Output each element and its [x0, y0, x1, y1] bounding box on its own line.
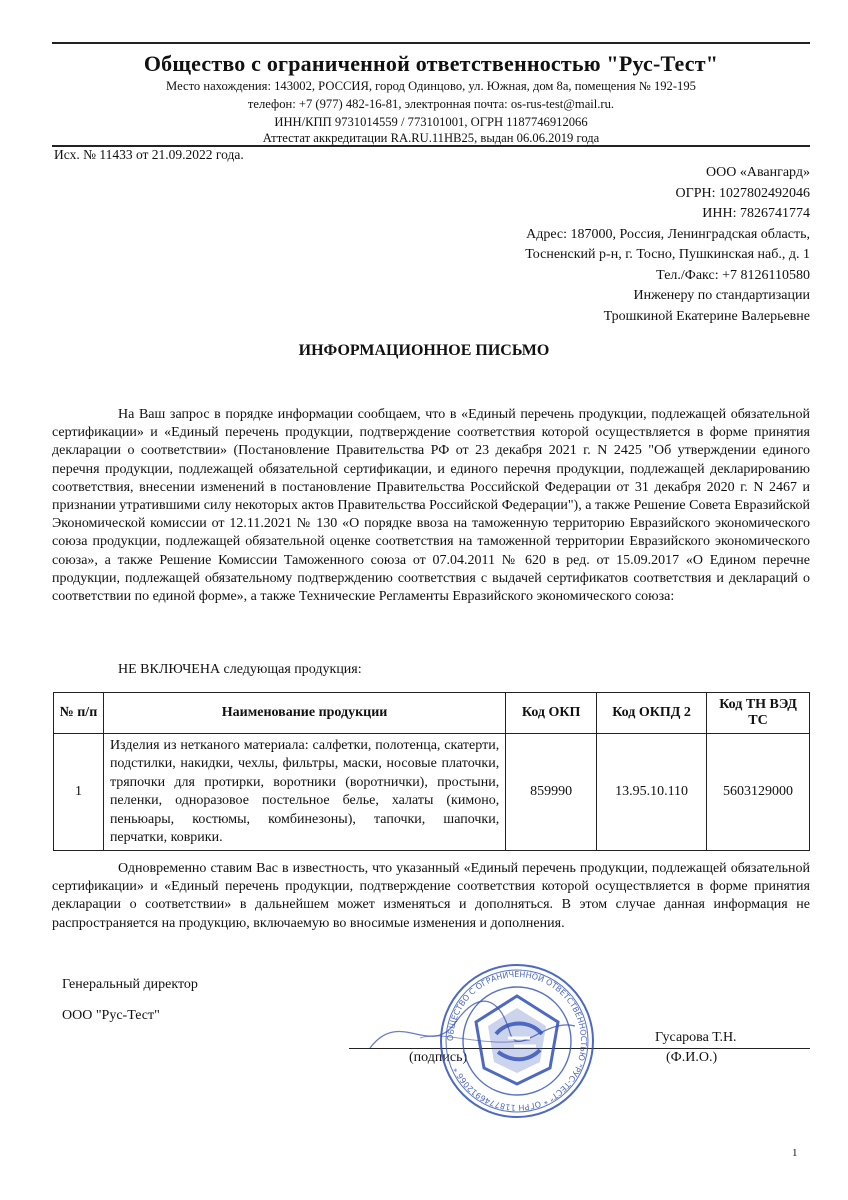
company-registration: ИНН/КПП 9731014559 / 773101001, ОГРН 1187746912066 — [274, 115, 588, 129]
col-header-okp: Код ОКП — [506, 693, 597, 734]
addressee-phone: Тел./Факс: +7 8126110580 — [656, 267, 810, 283]
signatory-name: Гусарова Т.Н. — [655, 1030, 737, 1045]
cell-okp: 859990 — [506, 734, 597, 851]
svg-text:ОБЩЕСТВО С ОГРАНИЧЕННОЙ ОТВЕТС: ОБЩЕСТВО С ОГРАНИЧЕННОЙ ОТВЕТСТВЕННОСТЬЮ "РУС-ТЕСТ" * ОГРН 1187746912066 * — [445, 969, 589, 1113]
signature-caption: (подпись) — [409, 1050, 468, 1065]
addressee-block — [525, 163, 810, 327]
cell-okpd2: 13.95.10.110 — [597, 734, 707, 851]
signatory-organization: ООО "Рус-Тест" — [62, 1008, 160, 1023]
header-top-rule — [52, 42, 810, 44]
letter-paragraph-main: На Ваш запрос в порядке информации сообщаем, что в «Единый перечень продукции, подлежащей обязательной сертификации» и «Единый перечень продукции, подтверждение соответствия которой осуществляется в форме принятия декларации о соответствии» (Постановление Правительства РФ от 23 декабря 2021 г. N 2425 "Об утверждении единого перечня продукции, подлежащей обязательной сертификации, и единого перечня продукции, подлежащей декларированию соответствия, внесении изменений в постановление Правительства Российской Федерации от 31 декабря 2020 г. N 2467 и признании утратившими силу некоторых актов Правительства Российской Федерации"), а также Решение Совета Евразийской Экономической комиссии от 12.11.2021 № 130 «О порядке ввоза на таможенную территорию Евразийского экономического союза продукции, подлежащей обязательной оценке соответствия на таможенной территории Евразийского экономического союза», а также Решение Комиссии Таможенного союза от 07.04.2011 № 620 в ред. от 15.09.2017 «О Едином перечне продукции, подлежащей обязательному подтверждению соответствия с выдачей сертификатов соответствия и деклараций о соответствии по единой форме», а также Технические Регламенты Евразийского экономического союза: — [52, 407, 810, 605]
company-name: Общество с ограниченной ответственностью "Рус-Тест" — [143, 51, 719, 76]
signatory-role: Генеральный директор — [62, 977, 198, 992]
cell-number: 1 — [54, 734, 104, 851]
company-seal — [438, 962, 596, 1120]
not-included-heading: НЕ ВКЛЮЧЕНА следующая продукция: — [118, 662, 362, 677]
addressee-person: Трошкиной Екатерине Валерьевне — [603, 308, 810, 324]
letter-paragraph-notice: Одновременно ставим Вас в известность, что указанный «Единый перечень продукции, подлежащей обязательной сертификации» и «Единый перечень продукции, подтверждение соответствия которой осуществляется в форме принятия декларации о соответствии» в дальнейшем может изменяться и дополняться. В этом случае данная информация не распространяется на продукцию, включаемую во вносимые изменения и дополнения. — [52, 861, 810, 931]
table-row — [54, 734, 810, 851]
outgoing-number: Исх. № 11433 от 21.09.2022 года. — [54, 147, 244, 162]
company-contacts: телефон: +7 (977) 482-16-81, электронная почта: os-rus-test@mail.ru. — [247, 97, 615, 111]
table-header-row — [54, 693, 810, 734]
addressee-position: Инженеру по стандартизации — [633, 288, 810, 303]
addressee-company: ООО «Авангард» — [706, 165, 810, 180]
cell-tnved: 5603129000 — [707, 734, 810, 851]
col-header-name: Наименование продукции — [103, 693, 505, 734]
letter-title: ИНФОРМАЦИОННОЕ ПИСЬМО — [298, 342, 550, 359]
addressee-address-line1: Адрес: 187000, Россия, Ленинградская область, — [526, 226, 810, 242]
company-address: Место нахождения: 143002, РОССИЯ, город Одинцово, ул. Южная, дом 8а, помещения № 192-195 — [166, 79, 696, 93]
addressee-address-line2: Тосненский р-н, г. Тосно, Пушкинская наб., д. 1 — [525, 247, 810, 262]
product-table — [53, 692, 810, 851]
col-header-number: № п/п — [54, 693, 104, 734]
addressee-inn: ИНН: 7826741774 — [702, 206, 810, 221]
company-accreditation: Аттестат аккредитации RA.RU.11НВ25, выдан 06.06.2019 года — [262, 131, 600, 145]
fio-caption: (Ф.И.О.) — [666, 1050, 718, 1065]
addressee-ogrn: ОГРН: 1027802492046 — [675, 185, 810, 201]
cell-product-name: Изделия из нетканого материала: салфетки, полотенца, скатерти, подстилки, накидки, чехлы, фильтры, маски, носовые платочки, тряпочки для протирки, воротники (воротнички), простыни, пеленки, одноразовое постельное белье, халаты (кимоно, пеньюары, костюмы, комбинезоны), тапочки, шапочки, перчатки, коврики. — [103, 734, 505, 851]
col-header-okpd2: Код ОКПД 2 — [597, 693, 707, 734]
page-number: 1 — [792, 1147, 798, 1159]
col-header-tnved: Код ТН ВЭД ТС — [707, 693, 810, 734]
